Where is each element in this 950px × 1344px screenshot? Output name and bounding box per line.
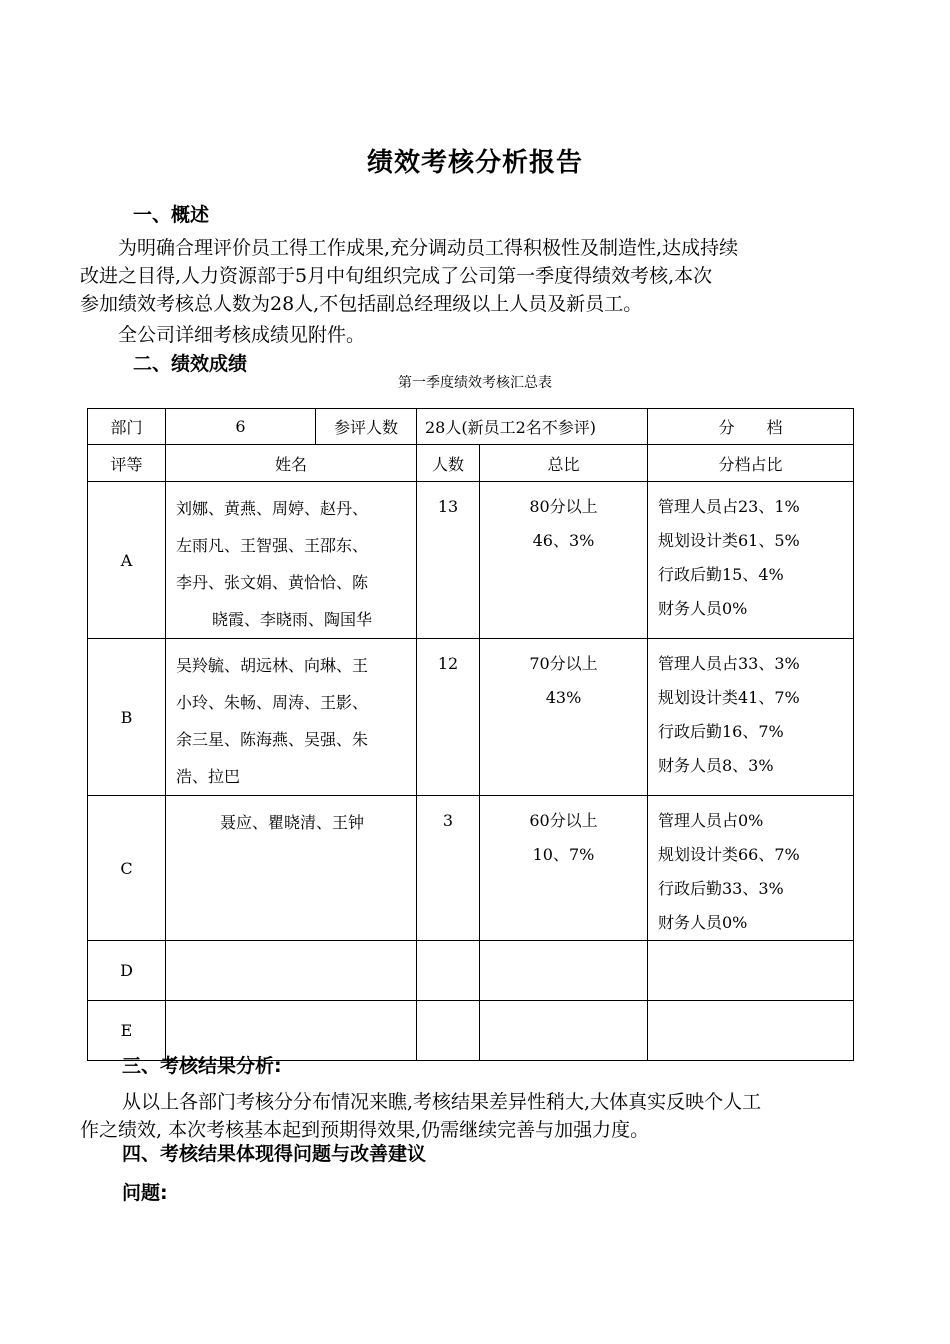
grade-cell: B [88,639,166,796]
tier-ratio-line: 行政后勤16、7% [658,722,784,741]
tier-ratio-cell [648,941,854,1001]
header-names: 姓名 [166,445,417,482]
tier-ratio-line: 财务人员0% [658,913,748,932]
total-ratio-cell [480,941,648,1001]
table-caption: 第一季度绩效考核汇总表 [398,375,552,391]
tier-label: 分 档 [648,409,854,445]
section-heading-issues: 四、考核结果体现得问题与改善建议 [122,1143,427,1165]
table-header-row [88,445,854,482]
summary-table [87,408,854,1061]
header-tier-ratio: 分档占比 [648,445,854,482]
grade-cell: E [88,1001,166,1061]
page-title: 绩效考核分析报告 [366,148,583,178]
grade-cell: C [88,796,166,941]
count-cell: 13 [417,482,480,639]
total-ratio-cell [480,639,648,796]
tier-ratio-cell [648,796,854,941]
names-line: 吴羚毓、胡远林、向琳、王 [176,656,369,675]
overview-paragraph [80,234,870,318]
analysis-line: 作之绩效, 本次考核基本起到预期得效果,仍需继续完善与加强力度。 [80,1119,650,1141]
total-ratio-line: 10、7% [532,845,595,864]
overview-line: 参加绩效考核总人数为28人,不包括副总经理级以上人员及新员工。 [80,293,643,315]
names-line: 小玲、朱畅、周涛、王影、 [176,693,369,712]
table-row-department [88,409,854,445]
count-cell [417,941,480,1001]
total-ratio-cell [480,482,648,639]
total-ratio-line: 80分以上 [529,497,598,516]
table-row [88,639,854,796]
tier-ratio-line: 财务人员0% [658,599,748,618]
participants-label: 参评人数 [316,409,417,445]
tier-ratio-line: 行政后勤33、3% [658,879,784,898]
header-grade: 评等 [88,445,166,482]
header-total-ratio: 总比 [480,445,648,482]
attachment-note: 全公司详细考核成绩见附件。 [118,324,366,346]
names-line: 左雨凡、王智强、王邵东、 [176,536,369,555]
overview-line: 为明确合理评价员工得工作成果,充分调动员工得积极性及制造性,达成持续 [118,237,739,259]
names-line: 李丹、张文娟、黄恰恰、陈 [176,573,369,592]
tier-ratio-line: 行政后勤15、4% [658,565,784,584]
overview-line: 改进之目得,人力资源部于5月中旬组织完成了公司第一季度得绩效考核,本次 [80,265,713,287]
total-ratio-line: 43% [545,688,582,707]
grade-cell: A [88,482,166,639]
header-count: 人数 [417,445,480,482]
dept-value: 6 [166,409,316,445]
names-cell [166,639,417,796]
tier-ratio-line: 规划设计类66、7% [658,845,800,864]
issues-subheading: 问题: [122,1182,168,1204]
total-ratio-line: 70分以上 [529,654,598,673]
names-line: 聂应、瞿晓清、王钟 [219,813,364,832]
names-line: 刘娜、黄燕、周婷、赵丹、 [176,499,369,518]
total-ratio-cell [480,796,648,941]
count-cell [417,1001,480,1061]
table-row [88,796,854,941]
names-line: 晓霞、李晓雨、陶国华 [211,610,372,629]
analysis-line: 从以上各部门考核分分布情况来瞧,考核结果差异性稍大,大体真实反映个人工 [122,1091,762,1113]
tier-ratio-cell [648,1001,854,1061]
section-heading-overview: 一、概述 [133,204,210,226]
tier-ratio-line: 财务人员8、3% [658,756,774,775]
tier-ratio-line: 管理人员占33、3% [658,654,800,673]
tier-ratio-line: 规划设计类61、5% [658,531,800,550]
names-cell [166,941,417,1001]
section-heading-results: 二、绩效成绩 [133,353,248,375]
count-cell: 3 [417,796,480,941]
table-row [88,482,854,639]
names-cell [166,482,417,639]
participants-value: 28人(新员工2名不参评) [417,409,648,445]
table-row [88,941,854,1001]
count-cell: 12 [417,639,480,796]
dept-label: 部门 [88,409,166,445]
analysis-paragraph [80,1088,885,1144]
grade-cell: D [88,941,166,1001]
tier-ratio-line: 管理人员占0% [658,811,764,830]
names-line: 余三星、陈海燕、吴强、朱 [176,730,369,749]
section-heading-analysis: 三、考核结果分析: [122,1055,282,1077]
tier-ratio-cell [648,639,854,796]
total-ratio-line: 46、3% [532,531,595,550]
tier-ratio-line: 管理人员占23、1% [658,497,800,516]
names-cell [166,796,417,941]
names-line: 浩、拉巴 [176,767,241,786]
total-ratio-cell [480,1001,648,1061]
tier-ratio-line: 规划设计类41、7% [658,688,800,707]
tier-ratio-cell [648,482,854,639]
total-ratio-line: 60分以上 [529,811,598,830]
